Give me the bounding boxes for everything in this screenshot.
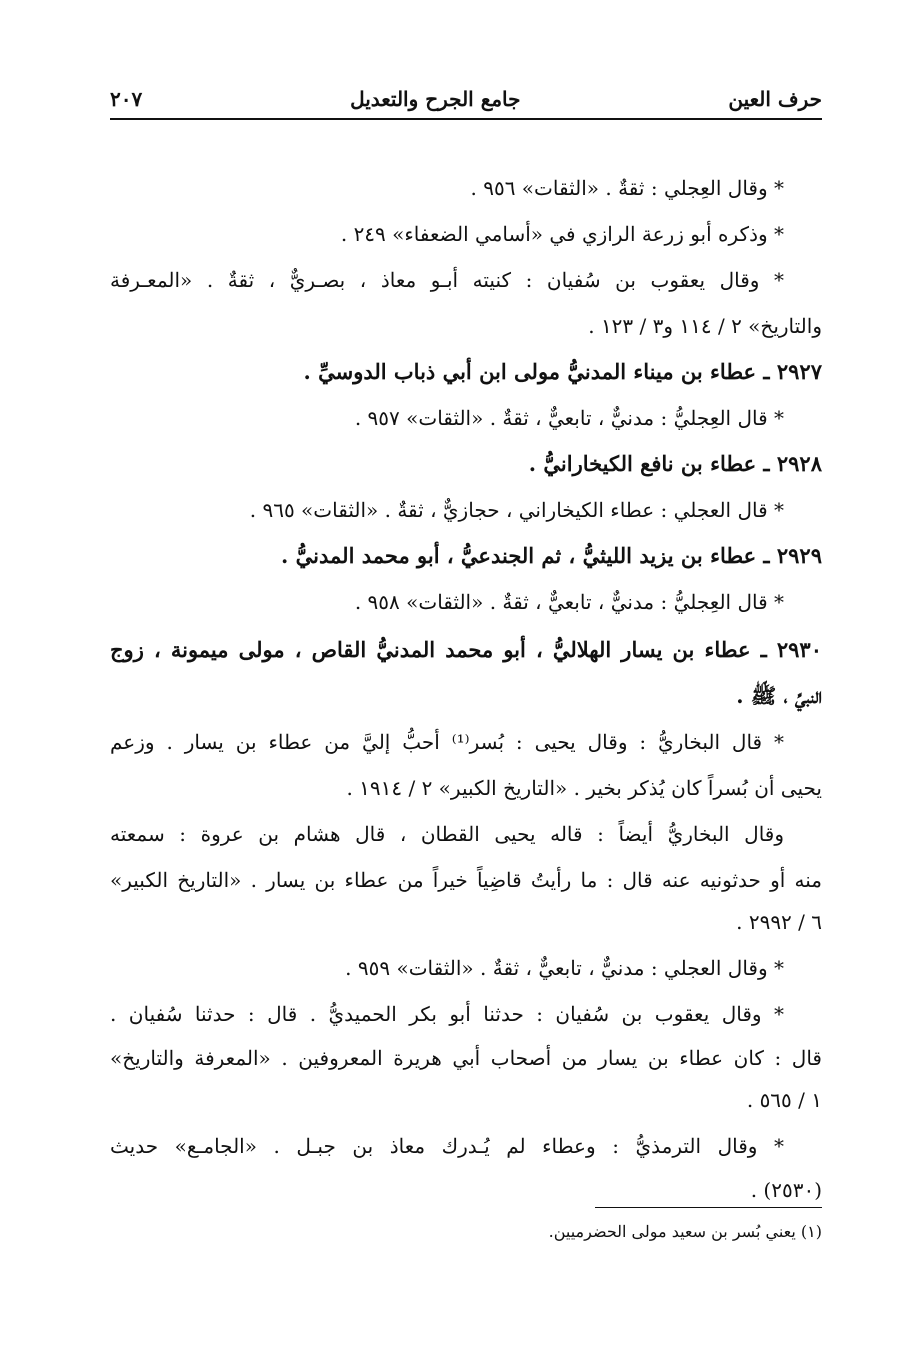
- text-line: * قال البخاريُّ : وقال يحيى : بُسر⁽¹⁾ أحبُّ إليَّ من عطاء بن يسار . وزعم: [110, 730, 785, 754]
- text-line: * وقال يعقوب بن سُفيان : كنيته أبـو معاذ ، بصـريٌّ ، ثقةٌ . «المعـرفة: [110, 268, 784, 292]
- text-line: ١ / ٥٦٥ .: [746, 1088, 822, 1112]
- running-header: [110, 82, 822, 116]
- text-line: * وقال العجلي : مدنيٌّ ، تابعيٌّ ، ثقةٌ . «الثقات» ٩٥٩ .: [345, 956, 784, 980]
- text-line: والتاريخ» ٢ / ١١٤ و٣ / ١٢٣ .: [588, 314, 822, 338]
- page-number: ٢٠٧: [110, 87, 143, 111]
- text-line: * قال العجلي : عطاء الكيخاراني ، حجازيٌّ ، ثقةٌ . «الثقات» ٩٦٥ .: [249, 498, 784, 522]
- text-line: ٦ / ٢٩٩٢ .: [736, 910, 822, 934]
- entry-heading-2927: ٢٩٢٧ ـ عطاء بن ميناء المدنيُّ مولى ابن أبي ذباب الدوسيِّ .: [303, 359, 822, 384]
- text-line: يحيى أن بُسراً كان يُذكر بخير . «التاريخ الكبير» ٢ / ١٩١٤ .: [346, 776, 822, 800]
- text-line: * قال العِجليُّ : مدنيٌّ ، تابعيٌّ ، ثقةٌ . «الثقات» ٩٥٧ .: [354, 406, 784, 430]
- chapter-title: حرف العين: [728, 87, 822, 111]
- entry-heading-2928: ٢٩٢٨ ـ عطاء بن نافع الكيخارانيُّ .: [528, 451, 822, 476]
- text-line: * وقال العِجلي : ثقةٌ . «الثقات» ٩٥٦ .: [470, 176, 784, 200]
- entry-heading-2930: ٢٩٣٠ ـ عطاء بن يسار الهلاليُّ ، أبو محمد المدنيُّ القاص ، مولى ميمونة ، زوج: [110, 637, 822, 662]
- entry-heading-2930-cont: النبيِّ ، ﷺ .: [736, 683, 822, 708]
- entry-heading-2929: ٢٩٢٩ ـ عطاء بن يزيد الليثيُّ ، ثم الجندعيُّ ، أبو محمد المدنيُّ .: [281, 543, 822, 568]
- text-line: * وقال يعقوب بن سُفيان : حدثنا أبو بكر الحميديُّ . قال : حدثنا سُفيان .: [110, 1002, 784, 1026]
- text-line: (٢٥٣٠) .: [750, 1178, 822, 1202]
- header-rule: [110, 118, 822, 120]
- text-line: * قال العِجليُّ : مدنيٌّ ، تابعيٌّ ، ثقةٌ . «الثقات» ٩٥٨ .: [354, 590, 784, 614]
- footnote-rule: [595, 1207, 822, 1208]
- text-line: وقال البخاريُّ أيضاً : قاله يحيى القطان ، قال هشام بن عروة : سمعته: [110, 822, 784, 846]
- footnote: (١) يعني بُسر بن سعيد مولى الحضرميين.: [548, 1222, 822, 1241]
- text-line: * وذكره أبو زرعة الرازي في «أسامي الضعفاء» ٢٤٩ .: [340, 222, 784, 246]
- text-line: قال : كان عطاء بن يسار من أصحاب أبي هريرة المعروفين . «المعرفة والتاريخ»: [110, 1046, 822, 1070]
- text-line: * وقال الترمذيُّ : وعطاء لم يُـدرك معاذ بن جبـل . «الجامـع» حديث: [110, 1134, 784, 1158]
- book-title: جامع الجرح والتعديل: [350, 87, 521, 111]
- text-line: منه أو حدثونيه عنه قال : ما رأيتُ قاضِياً خيراً من عطاء بن يسار . «التاريخ الكبير»: [110, 868, 822, 892]
